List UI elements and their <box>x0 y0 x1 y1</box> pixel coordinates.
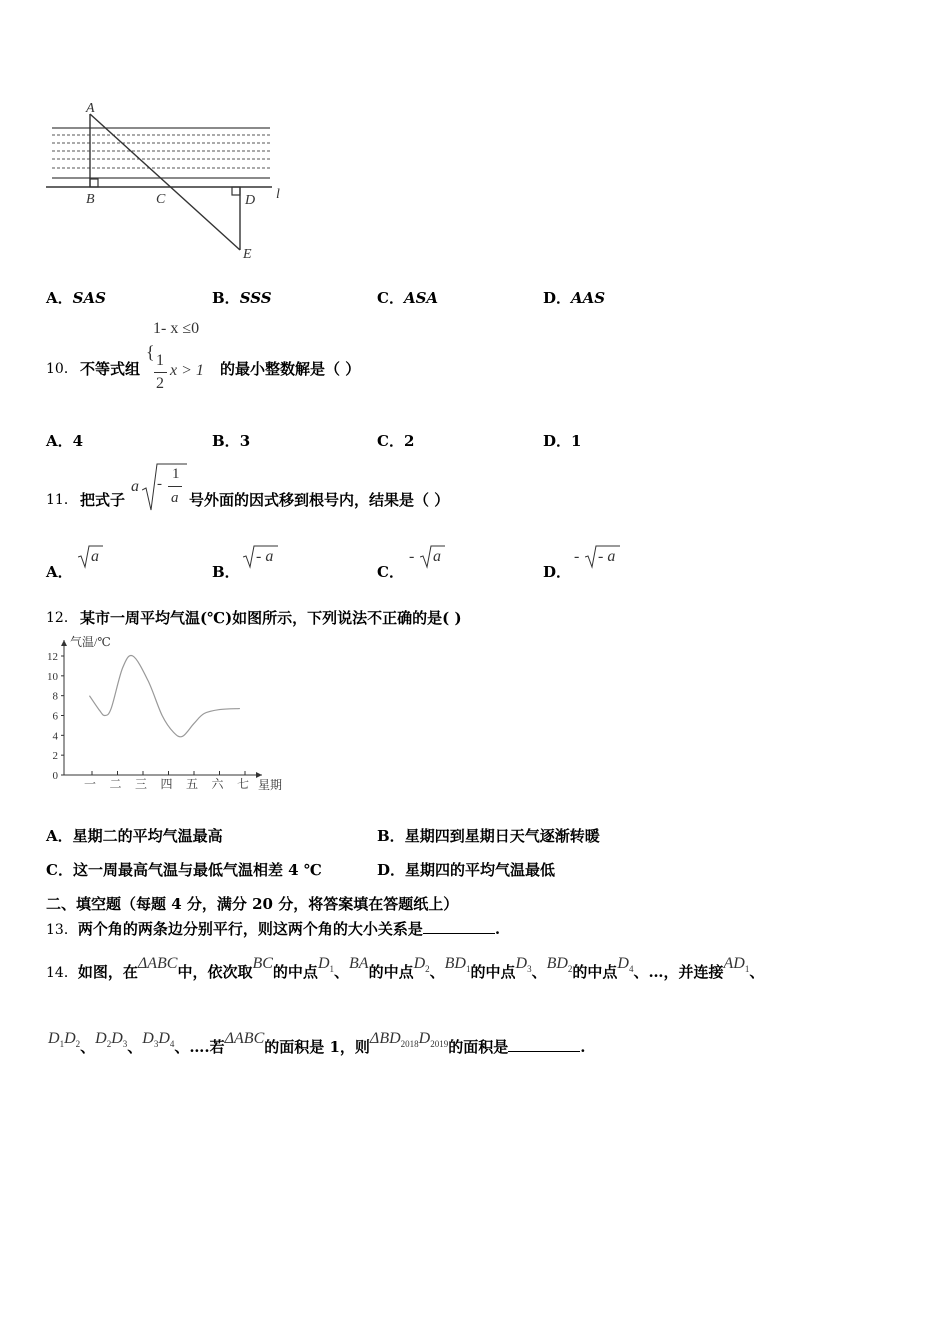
label-A: A <box>86 101 95 116</box>
q10-prefix: 不等式组 <box>80 360 141 378</box>
y-tick-label: 6 <box>52 710 58 723</box>
label-l: l <box>276 187 280 202</box>
label-D: D <box>245 193 256 208</box>
q11-option-c[interactable]: C． <box>377 563 404 581</box>
q10-option-c[interactable]: C．2 <box>377 432 415 450</box>
x-tick-label: 七 <box>236 777 250 791</box>
q12-number: 12． <box>46 610 78 626</box>
label-C: C <box>156 192 166 207</box>
q9-option-b[interactable]: B．SSS <box>212 289 272 307</box>
q11-rad-minus: - <box>157 476 162 492</box>
q11-radical-sign <box>142 462 188 514</box>
q11-option-a[interactable]: A． <box>46 563 73 581</box>
q12-option-b[interactable]: B．星期四到星期日天气逐渐转暖 <box>377 827 600 845</box>
q14-line2: $D_1D_2$、$D_2D_3$、$D_3D_4$、….若ΔABC的面积是 1，则$\Delta BD_{2018}D_{2019}$的面积是 . <box>48 1030 586 1056</box>
temperature-chart <box>40 632 300 797</box>
x-tick-label: 三 <box>134 777 148 791</box>
y-tick-label: 10 <box>47 670 58 683</box>
x-tick-label: 四 <box>160 777 173 791</box>
y-tick-label: 4 <box>52 730 58 743</box>
y-tick-label: 8 <box>52 690 58 703</box>
q13-answer-blank[interactable] <box>423 919 495 934</box>
temperature-curve <box>89 656 239 737</box>
section-heading: 二、填空题（每题 4 分，满分 20 分，将答案填在答题纸上） <box>46 895 459 913</box>
q10-option-a[interactable]: A．4 <box>46 432 84 450</box>
q10-frac-num: 1 <box>156 352 164 369</box>
q10-number: 10． <box>46 361 78 377</box>
y-tick-label: 12 <box>47 651 58 663</box>
x-tick-label: 六 <box>211 777 224 791</box>
y-tick-label: 0 <box>52 770 58 782</box>
q11-option-b[interactable]: B． <box>212 563 240 581</box>
q10-suffix: 的最小整数解是（ ） <box>220 360 361 378</box>
q11-prefix: 把式子 <box>80 491 126 509</box>
q11-suffix: 号外面的因式移到根号内，结果是（ ） <box>189 491 450 509</box>
q10-system-line2: x > 1 <box>170 362 204 379</box>
q9-option-a[interactable]: A．SAS <box>46 289 106 307</box>
y-axis-arrow <box>61 640 67 646</box>
q12-text: 某市一周平均气温(℃)如图所示，下列说法不正确的是( ) <box>80 609 462 627</box>
q10-system-line1: 1- x ≤0 <box>153 320 200 337</box>
q9-option-d[interactable]: D．AAS <box>543 289 606 307</box>
q12-option-c[interactable]: C．这一周最高气温与最低气温相差 4 ℃ <box>46 861 322 879</box>
y-axis-label: 气温/℃ <box>70 635 111 649</box>
x-axis-label: 星期 <box>258 778 283 792</box>
q11-number: 11． <box>46 492 78 508</box>
q14-line1: 14．如图，在ΔABC中，依次取BC的中点$D_1$、BA的中点$D_2$、$BD_1$的中点$D_3$、$BD_2$的中点$D_4$、…，并连接$AD_1$、 <box>46 955 765 981</box>
q10-option-b[interactable]: B．3 <box>212 432 251 450</box>
y-tick-label: 2 <box>52 750 58 763</box>
x-tick-label: 一 <box>83 777 97 791</box>
q14-answer-blank[interactable] <box>508 1037 580 1052</box>
q11-rad-num: 1 <box>172 466 180 482</box>
q10-brace: { <box>146 342 155 362</box>
q12-option-a[interactable]: A．星期二的平均气温最高 <box>46 827 223 845</box>
q11-option-d[interactable]: D． <box>543 563 572 581</box>
q11-rad-den: a <box>171 490 179 506</box>
q10-option-d[interactable]: D．1 <box>543 432 582 450</box>
label-E: E <box>243 247 252 262</box>
q12-option-d[interactable]: D．星期四的平均气温最低 <box>377 861 556 879</box>
q11-rad-frac-bar <box>168 486 182 487</box>
q10-frac-den: 2 <box>156 375 164 392</box>
q11-coef: a <box>131 478 139 495</box>
q9-option-c[interactable]: C．ASA <box>377 289 439 307</box>
x-tick-label: 二 <box>109 777 122 791</box>
q13: 13．两个角的两条边分别平行，则这两个角的大小关系是 . <box>46 920 501 938</box>
q10-frac-bar <box>154 372 167 373</box>
label-B: B <box>86 192 95 207</box>
x-tick-label: 五 <box>185 777 199 791</box>
geometry-figure <box>40 98 300 268</box>
